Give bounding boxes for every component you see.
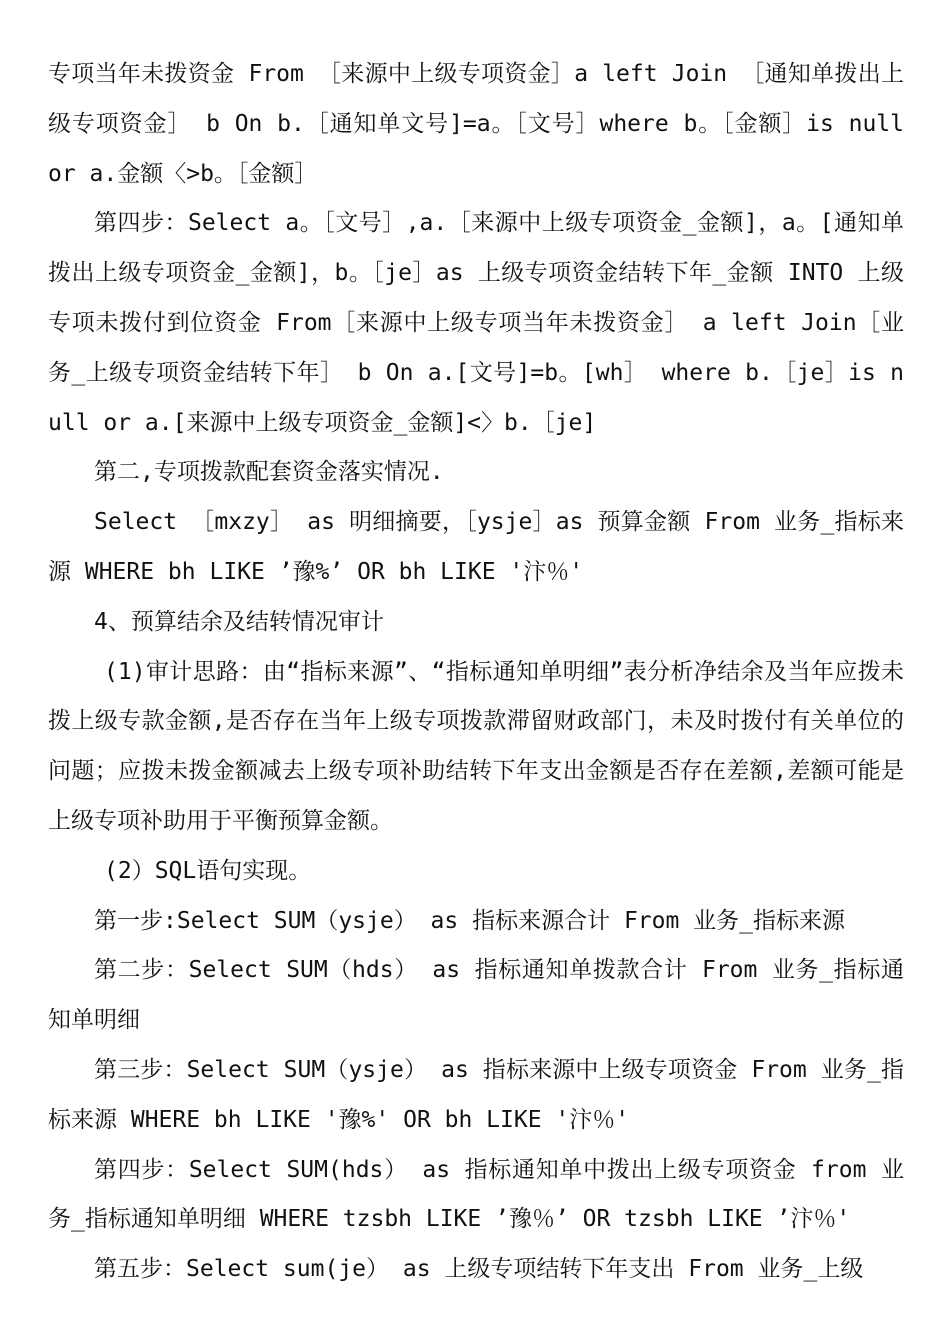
paragraph-unpaid-funds-query-end: 专项当年未拨资金 From ［来源中上级专项资金］a left Join ［通知单拨出上级专项资金］ b On b.［通知单文号]=a。［文号］where b。［金额］is null or a.金额〈>b。［金额］ [48,61,904,187]
paragraph-step-four-unallocated: 第四步：Select a。［文号］,a.［来源中上级专项资金_金额]，a。[通知单拨出上级专项资金_金额]，b。［je］as 上级专项资金结转下年_金额 INTO 上级专项未拨付到位资金 From［来源中上级专项当年未拨资金］ a left Join［业务_上级专项资金结转下年］ b On a.[文号]=b。[wh］ where b.［je］is null or a.[来源中上级专项资金_金额]<〉b.［je] [48,210,904,436]
paragraph-step-three: 第三步：Select SUM（ysje） as 指标来源中上级专项资金 From 业务_指标来源 WHERE bh LIKE '豫%' OR bh LIKE '汴％' [48,1056,904,1133]
paragraph-step-one: 第一步:Select SUM（ysje） as 指标来源合计 From 业务_指标来源 [94,907,846,934]
paragraph-sql-implementation-heading: (2）SQL语句实现。 [104,857,312,884]
paragraph-step-five: 第五步：Select sum(je） as 上级专项结转下年支出 From 业务_上级 [94,1256,864,1283]
paragraph-select-budget-detail: Select ［mxzy］ as 明细摘要，［ysje］as 预算金额 From 业务_指标来源 WHERE bh LIKE ’豫%’ OR bh LIKE '汴％' [48,509,904,585]
paragraph-section-four-heading: 4、预算结余及结转情况审计 [94,608,384,635]
paragraph-section-two-heading: 第二,专项拨款配套资金落实情况. [94,459,444,486]
paragraph-step-two: 第二步：Select SUM（hds） as 指标通知单拨款合计 From 业务_指标通知单明细 [48,957,904,1034]
document-page [48,50,904,1344]
paragraph-audit-approach: (1)审计思路：由“指标来源”、“指标通知单明细”表分析净结余及当年应拨未拨上级专款金额,是否存在当年上级专项拨款滞留财政部门，未及时拨付有关单位的问题；应拨未拨金额减去上级专项补助结转下年支出金额是否存在差额,差额可能是上级专项补助用于平衡预算金额。 [48,658,904,834]
paragraph-step-four: 第四步：Select SUM(hds） as 指标通知单中拨出上级专项资金 from 业务_指标通知单明细 WHERE tzsbh LIKE ’豫％’ OR tzsbh LIKE ’汴％' [48,1156,904,1233]
